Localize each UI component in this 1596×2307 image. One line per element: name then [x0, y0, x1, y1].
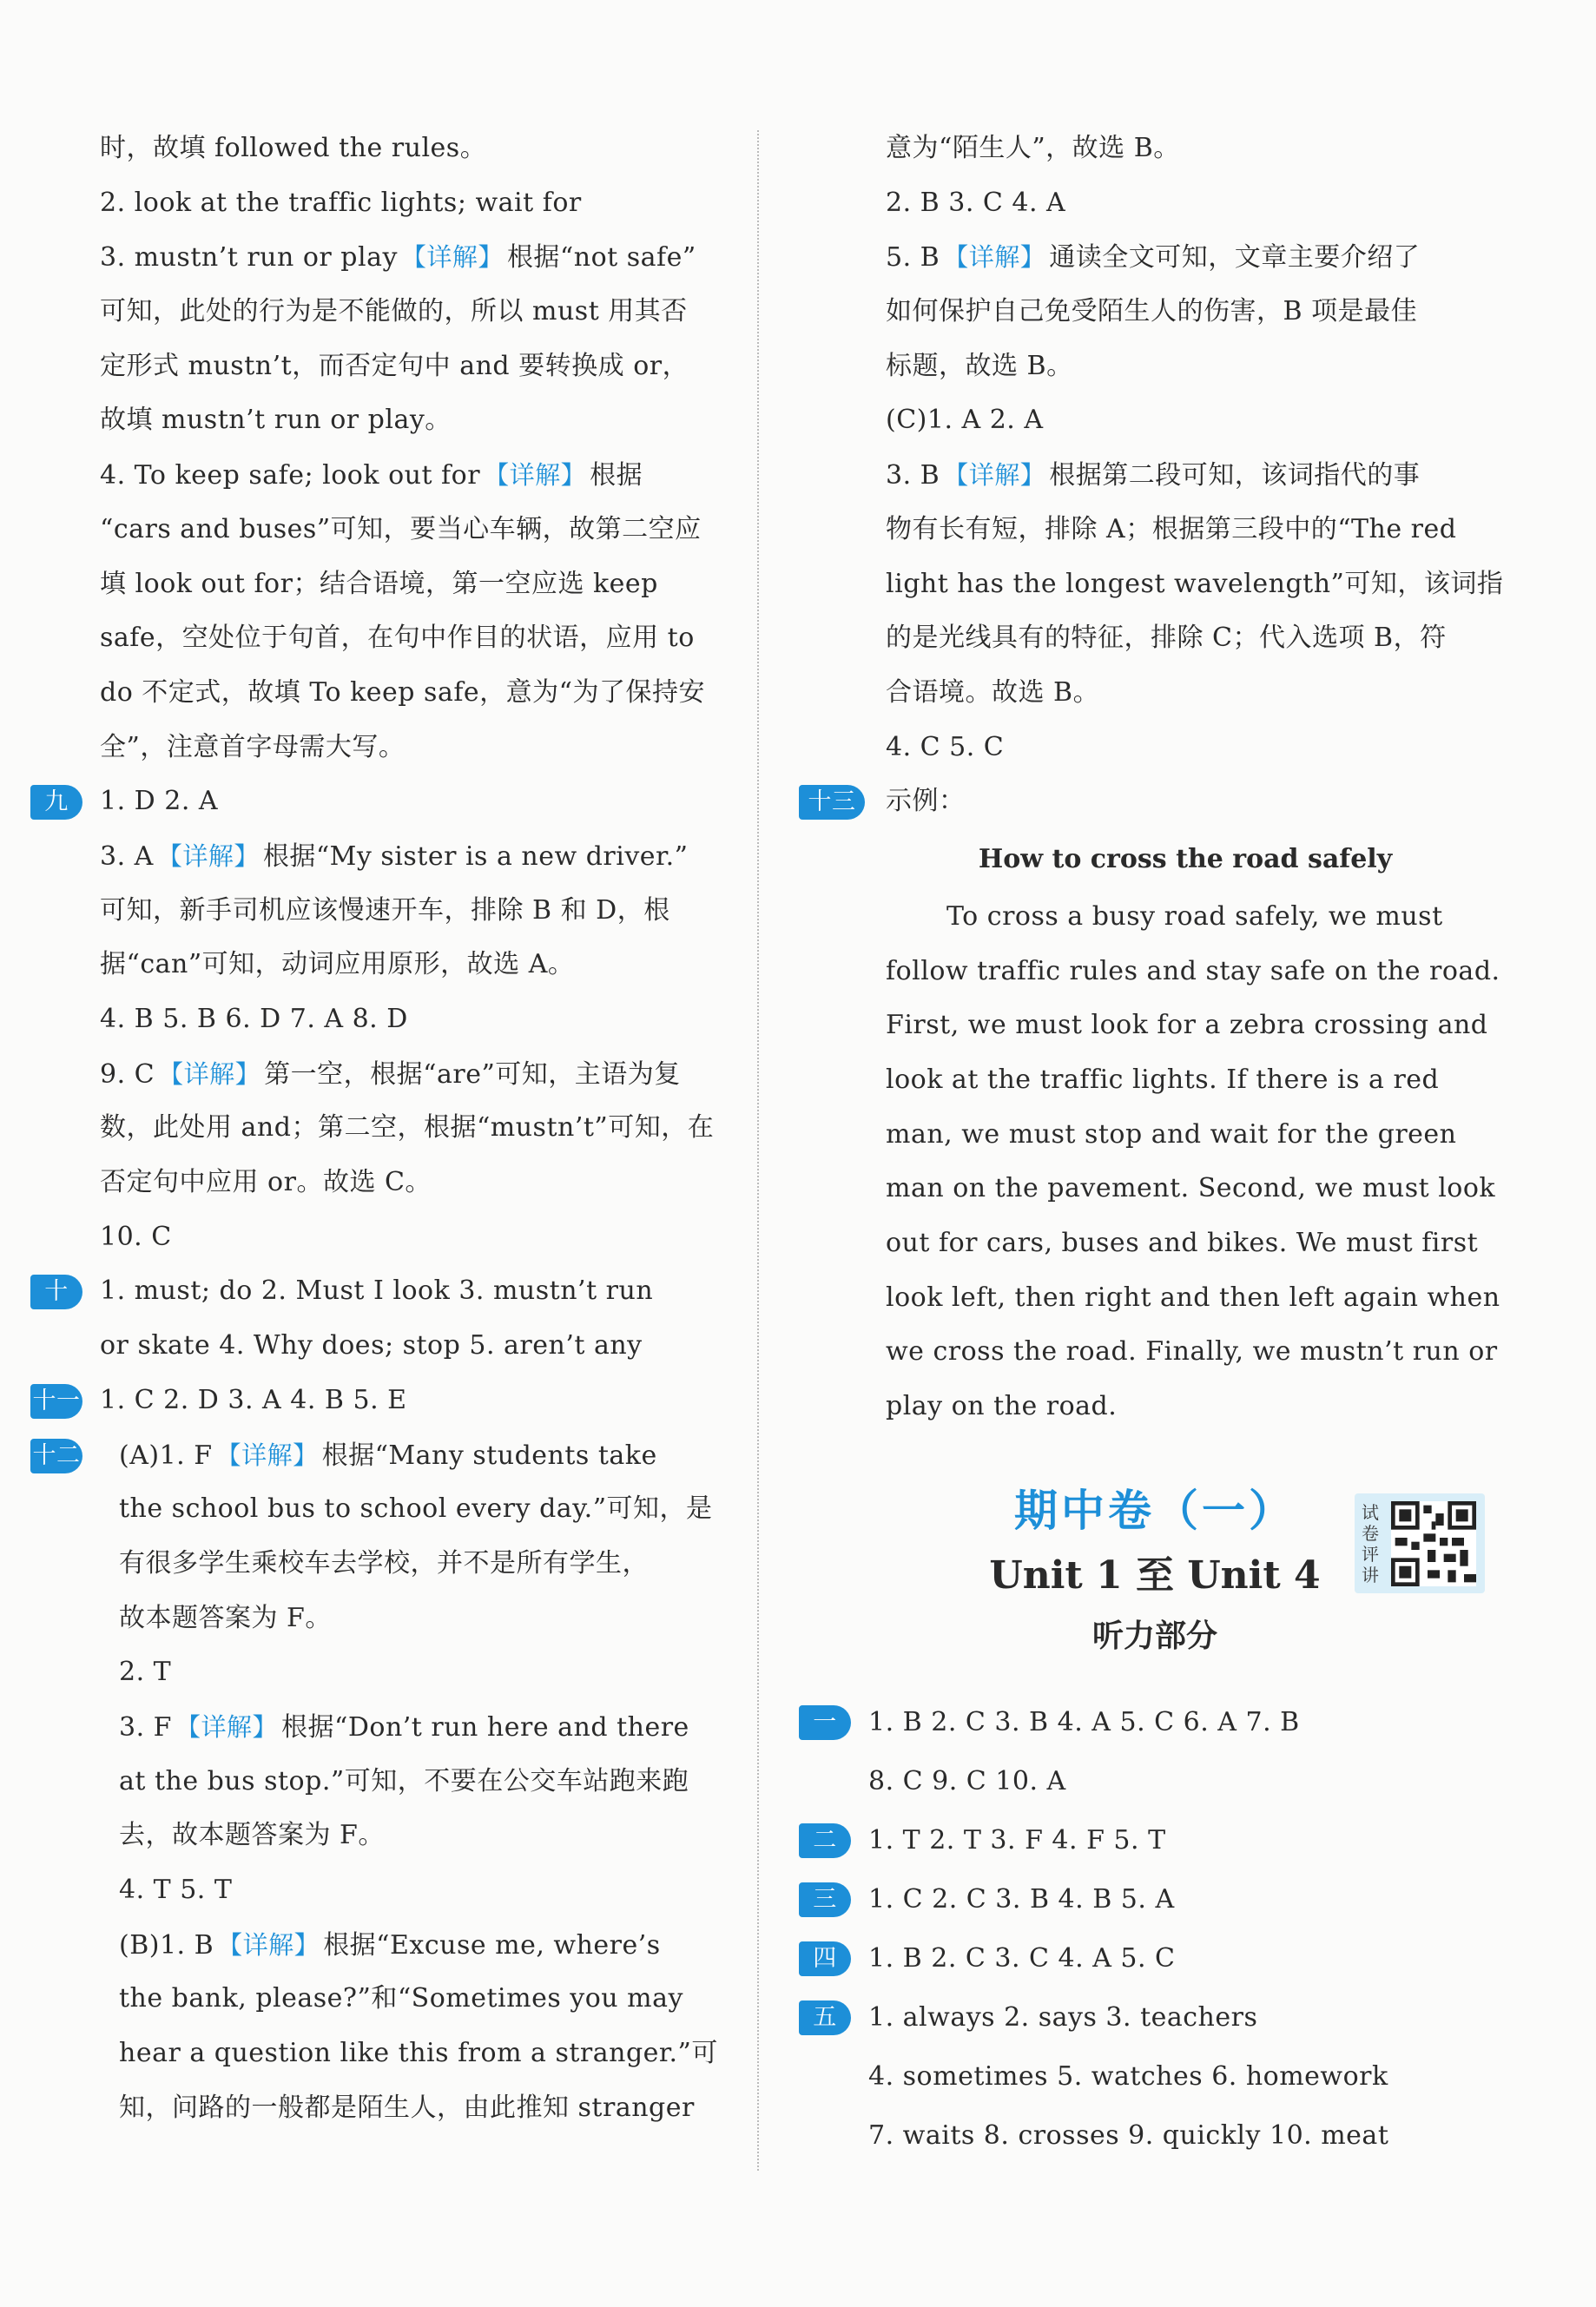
answer-text: 据“can”可知，动词应用原形，故选 A。 [100, 949, 575, 980]
answer-line [813, 1988, 1494, 2047]
answer-text: 3. A [100, 840, 154, 872]
answer-text: 3. F [119, 1711, 172, 1743]
answer-line [44, 774, 721, 829]
essay-line: First, we must look for a zebra crossing and [886, 1010, 1488, 1041]
answer-line [100, 1592, 721, 1646]
answer-line [100, 1755, 721, 1809]
exam-subtitle: Unit 1 至 Unit 4 [989, 1553, 1321, 1598]
answer-text: or skate 4. Why does; stop 5. aren’t any [100, 1330, 643, 1361]
answer-text: 可知，新手司机应该慢速开车，排除 B 和 D，根 [100, 894, 670, 926]
answer-text: 去，故本题答案为 F。 [119, 1820, 385, 1851]
question-number-badge: 四 [799, 1941, 851, 1976]
answer-text: (A)1. F [119, 1440, 213, 1471]
answer-text: 1. D 2. A [100, 786, 219, 817]
essay-line: man on the pavement. Second, we must look [886, 1173, 1496, 1204]
answer-text: 1. T 2. T 3. F 4. F 5. T [868, 1825, 1166, 1855]
answer-line [813, 1929, 1494, 1988]
question-number-badge: 十二 [30, 1439, 82, 1473]
question-number-badge: 一 [799, 1705, 851, 1740]
left-column [32, 122, 721, 2135]
answer-text: 定形式 mustn’t，而否定句中 and 要转换成 or， [100, 350, 689, 381]
part-title: 听力部分 [1091, 1618, 1217, 1654]
answer-text: 4. C 5. C [886, 731, 1005, 762]
answer-line [886, 230, 1485, 285]
answer-line [100, 1972, 721, 2027]
answer-text: 1. must; do 2. Must I look 3. mustn’t run [100, 1275, 654, 1307]
answer-line [100, 666, 721, 721]
answer-line [100, 503, 721, 557]
explanation-tag: 【详解】 [484, 460, 587, 491]
question-number-badge: 三 [799, 1882, 851, 1917]
answer-text: 1. B 2. C 3. C 4. A 5. C [868, 1943, 1176, 1974]
answer-text: “cars and buses”可知，要当心车辆，故第二空应 [100, 513, 702, 544]
answer-line [886, 666, 1485, 721]
answer-line [886, 721, 1485, 775]
answer-line [100, 1156, 721, 1210]
answer-text: 如何保护自己免受陌生人的伤害，B 项是最佳 [886, 296, 1418, 327]
answer-line [100, 285, 721, 339]
answer-line [886, 503, 1485, 557]
answer-text: 否定句中应用 or。故选 C。 [100, 1167, 432, 1198]
answer-text: 根据第二段可知，该词指代的事 [1049, 460, 1421, 491]
answer-line [100, 122, 721, 176]
answer-line [886, 122, 1485, 176]
answer-line [100, 721, 721, 775]
answer-text: hear a question like this from a stranger.”可 [119, 2038, 718, 2069]
answer-text: 2. T [119, 1657, 172, 1688]
qr-label: 试卷评讲 [1362, 1502, 1379, 1585]
answer-text: 标题，故选 B。 [886, 350, 1073, 381]
answer-line [886, 557, 1504, 612]
answer-text: 的是光线具有的特征，排除 C；代入选项 B，符 [886, 623, 1447, 654]
answer-line [868, 1752, 1494, 1811]
explanation-tag: 【详解】 [943, 460, 1046, 491]
right-column-answers [808, 122, 1504, 829]
answer-line [100, 339, 721, 394]
answer-line [100, 393, 721, 448]
answer-text: light has the longest wavelength”可知，该词指 [886, 568, 1504, 599]
answer-text: 根据“My sister is a new driver.” [262, 840, 689, 872]
answer-text: 有很多学生乘校车去学校，并不是所有学生， [119, 1547, 649, 1579]
answer-text: 5. B [886, 242, 940, 274]
answer-line [868, 2047, 1494, 2106]
answer-text: 全”，注意首字母需大写。 [100, 731, 406, 762]
answer-line [100, 557, 721, 612]
answer-line [44, 1264, 721, 1319]
essay-line: look left, then right and then left again when [886, 1282, 1500, 1313]
answer-text: 通读全文可知，文章主要介绍了 [1049, 242, 1421, 274]
answer-line [886, 285, 1485, 339]
answer-text: 4. To keep safe; look out for [100, 460, 481, 491]
essay-line: play on the road. [886, 1391, 1118, 1422]
answer-line [32, 1428, 721, 1483]
explanation-tag: 【详解】 [158, 1058, 261, 1089]
answer-line [808, 774, 1485, 829]
essay-title: How to cross the road safely [978, 843, 1393, 874]
exam-section-header [886, 1476, 1424, 1667]
answer-line [100, 1700, 721, 1755]
listening-answers [813, 1693, 1494, 2165]
explanation-tag: 【详解】 [215, 1440, 319, 1470]
answer-text: (C)1. A 2. A [886, 405, 1044, 436]
answer-text: 2. look at the traffic lights; wait for [100, 187, 582, 218]
qr-code-icon [1391, 1501, 1476, 1586]
answer-text: 根据 [590, 460, 643, 491]
answer-line [100, 1101, 721, 1156]
answer-line [100, 1645, 721, 1700]
question-number-badge: 十 [30, 1275, 82, 1309]
column-divider [757, 130, 759, 2171]
answer-text: 故填 mustn’t run or play。 [100, 405, 452, 436]
answer-line [100, 448, 721, 503]
answer-text: 8. C 9. C 10. A [868, 1766, 1066, 1796]
answer-text: 2. B 3. C 4. A [886, 187, 1066, 218]
answer-line [886, 448, 1485, 503]
answer-text: 3. mustn’t run or play [100, 242, 398, 274]
answer-text: 时，故填 followed the rules。 [100, 133, 487, 163]
answer-line [100, 1863, 721, 1918]
answer-text: 意为“陌生人”，故选 B。 [886, 133, 1180, 163]
answer-text: 数，此处用 and；第二空，根据“mustn’t”可知，在 [100, 1112, 715, 1144]
answer-text: 示例： [886, 786, 966, 817]
answer-text: 根据“Don’t run here and there [281, 1711, 689, 1743]
answer-line [868, 2106, 1494, 2165]
answer-text: the school bus to school every day.”可知，是 [119, 1493, 713, 1525]
answer-line [100, 1809, 721, 1863]
answer-line [100, 938, 721, 992]
explanation-tag: 【详解】 [217, 1929, 320, 1960]
answer-text: 填 look out for；结合语境，第一空应选 keep [100, 568, 658, 599]
answer-text: do 不定式，故填 To keep safe，意为“为了保持安 [100, 676, 706, 708]
essay-line: we cross the road. Finally, we mustn’t run or [886, 1336, 1498, 1368]
answer-line [100, 1210, 721, 1265]
answer-text: 4. B 5. B 6. D 7. A 8. D [100, 1004, 408, 1034]
answer-line [886, 393, 1485, 448]
essay-line: look at the traffic lights. If there is a red [886, 1065, 1440, 1095]
answer-line [886, 611, 1485, 666]
answer-text: 4. T 5. T [119, 1875, 233, 1905]
qr-code-panel[interactable] [1355, 1493, 1485, 1593]
answer-text: 可知，此处的行为是不能做的，所以 must 用其否 [100, 296, 688, 327]
answer-text: (B)1. B [119, 1929, 214, 1961]
answer-line [100, 1918, 721, 1973]
question-number-badge: 十三 [799, 785, 865, 820]
answer-line [100, 230, 721, 285]
answer-line [886, 176, 1485, 231]
essay-line: To cross a busy road safely, we must [946, 900, 1443, 932]
answer-line [100, 176, 721, 231]
answer-text: safe，空处位于句首，在句中作目的状语，应用 to [100, 623, 695, 654]
answer-text: 1. C 2. C 3. B 4. B 5. A [868, 1884, 1175, 1915]
essay-line: follow traffic rules and stay safe on the road. [886, 955, 1500, 986]
right-column [808, 122, 1504, 1434]
answer-text: 10. C [100, 1221, 172, 1252]
exam-title: 期中卷（一） [1014, 1486, 1296, 1536]
answer-text: 第一空，根据“are”可知，主语为复 [264, 1058, 681, 1090]
answer-text: at the bus stop.”可知，不要在公交车站跑来跑 [119, 1765, 689, 1796]
answer-text: 1. B 2. C 3. B 4. A 5. C 6. A 7. B [868, 1707, 1300, 1737]
question-number-badge: 五 [799, 2000, 851, 2035]
answer-line [813, 1870, 1494, 1929]
answer-text: 故本题答案为 F。 [119, 1602, 332, 1633]
answer-text: 知，问路的一般都是陌生人，由此推知 stranger [119, 2092, 695, 2123]
answer-line [100, 1537, 721, 1592]
answer-line [813, 1693, 1494, 1752]
question-number-badge: 二 [799, 1823, 851, 1858]
answer-text: 1. always 2. says 3. teachers [868, 2002, 1258, 2033]
explanation-tag: 【详解】 [175, 1711, 278, 1742]
answer-text: 7. waits 8. crosses 9. quickly 10. meat [868, 2120, 1389, 2151]
answer-line [886, 339, 1485, 394]
answer-text: the bank, please?”和“Sometimes you may [119, 1983, 683, 2014]
essay-line: man, we must stop and wait for the green [886, 1118, 1457, 1150]
answer-text: 9. C [100, 1058, 155, 1090]
answer-line [100, 829, 721, 884]
answer-line [813, 1811, 1494, 1870]
answer-line [100, 1047, 721, 1102]
answer-text: 根据“not safe” [506, 242, 696, 274]
answer-text: 合语境。故选 B。 [886, 676, 1100, 708]
answer-text: 物有长有短，排除 A；根据第三段中的“The red [886, 513, 1457, 544]
answer-line [100, 611, 721, 666]
answer-text: 4. sometimes 5. watches 6. homework [868, 2061, 1388, 2092]
question-number-badge: 十一 [30, 1384, 82, 1419]
answer-line [100, 2027, 721, 2081]
essay-body [886, 890, 1500, 1434]
essay-line: out for cars, buses and bikes. We must first [886, 1228, 1479, 1259]
answer-text: 3. B [886, 460, 940, 491]
answer-line [100, 1482, 721, 1537]
answer-line [100, 1319, 721, 1374]
answer-line [32, 1374, 721, 1428]
explanation-tag: 【详解】 [156, 840, 260, 871]
answer-line [100, 2081, 721, 2136]
question-number-badge: 九 [30, 785, 82, 820]
answer-line [100, 884, 721, 939]
answer-text: 1. C 2. D 3. A 4. B 5. E [100, 1384, 407, 1415]
answer-text: 根据“Many students take [321, 1440, 657, 1471]
answer-line [100, 992, 721, 1047]
explanation-tag: 【详解】 [400, 242, 504, 273]
answer-text: 根据“Excuse me, where’s [323, 1929, 661, 1961]
explanation-tag: 【详解】 [943, 242, 1046, 273]
